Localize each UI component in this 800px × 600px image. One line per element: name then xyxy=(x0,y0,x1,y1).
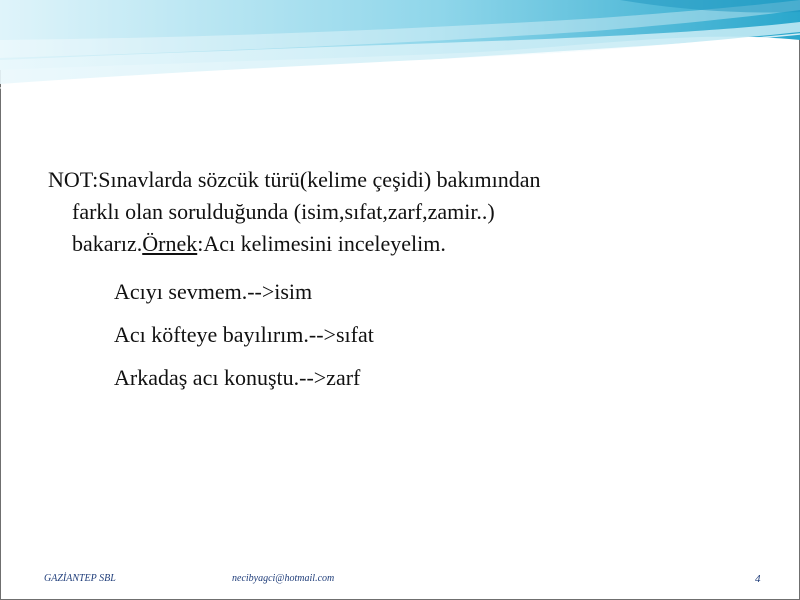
note-prefix: NOT: xyxy=(48,167,99,192)
note-line-1: Sınavlarda sözcük türü(kelime çeşidi) bakımından xyxy=(98,167,541,192)
note-paragraph xyxy=(48,164,768,260)
header-wave-decoration xyxy=(0,0,800,120)
example-sentence-2: Acı köfteye bayılırım.-->sıfat xyxy=(114,322,374,347)
example-sentence-3: Arkadaş acı konuştu.-->zarf xyxy=(114,365,361,390)
slide-body xyxy=(48,164,768,390)
note-line-3-pre: bakarız. xyxy=(72,231,143,256)
note-line-2: farklı olan sorulduğunda (isim,sıfat,zarf,zamir..) xyxy=(72,199,495,224)
footer-email: necibyagci@hotmail.com xyxy=(232,573,335,584)
footer-organization: GAZİANTEP SBL xyxy=(44,573,116,584)
page-number: 4 xyxy=(755,573,761,585)
note-line-3-post: :Acı kelimesini inceleyelim. xyxy=(197,231,446,256)
example-sentence-1: Acıyı sevmem.-->isim xyxy=(114,279,313,304)
example-link[interactable]: Örnek xyxy=(142,231,198,256)
